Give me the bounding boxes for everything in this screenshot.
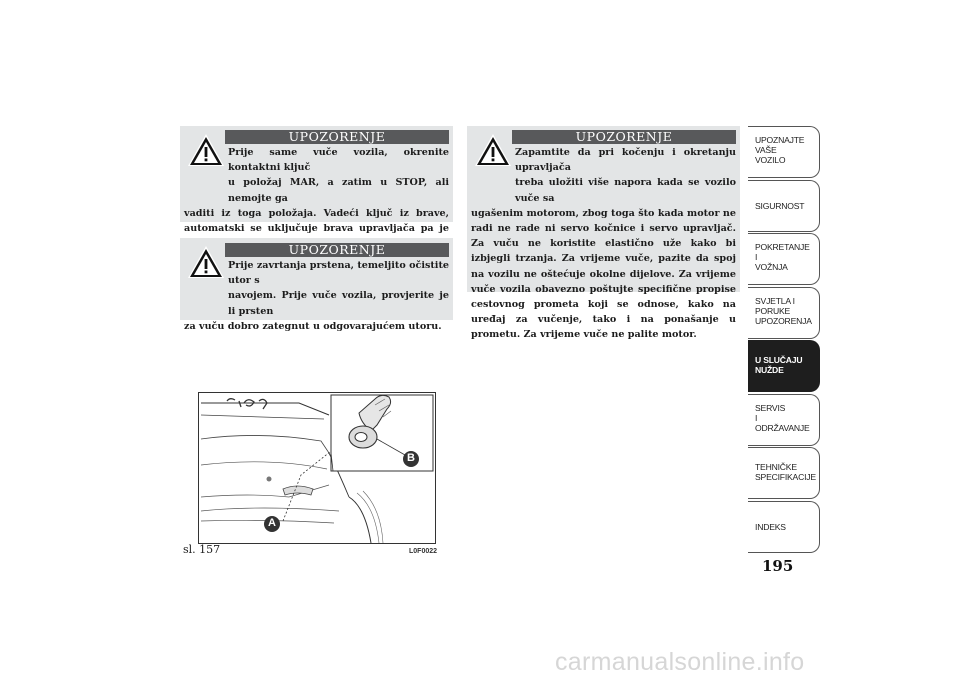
tab-servis-i-odrzavanje[interactable]: [748, 394, 820, 446]
tab-label: POKRETANJE: [755, 242, 810, 252]
warning-heading: UPOZORENJE: [225, 243, 449, 257]
watermark: carmanualsonline.info: [555, 648, 805, 676]
tab-label: SERVIS: [755, 402, 786, 413]
warning-heading: UPOZORENJE: [512, 130, 736, 144]
warning-line: u položaj MAR, a zatim u STOP, ali nemojte ga: [228, 177, 449, 204]
warning-line: za vuču dobro zategnut u odgovarajućem utoru.: [184, 320, 442, 332]
tab-label: VAŠE: [755, 145, 777, 155]
tab-label: I: [755, 412, 758, 423]
warning-text: [184, 145, 449, 251]
tab-label: SPECIFIKACIJE: [755, 472, 816, 482]
tab-indeks[interactable]: [748, 501, 820, 553]
chapter-tabs: [748, 126, 820, 554]
warning-line: Prije same vuče vozila, okrenite kontaktni ključ: [228, 147, 449, 174]
warning-heading: UPOZORENJE: [225, 130, 449, 144]
tab-label: PORUKE: [755, 305, 791, 316]
tow-hook-figure: [198, 392, 436, 544]
tab-label: U SLUČAJU: [755, 355, 803, 365]
label-a: A: [268, 517, 276, 529]
warning-line: vaditi iz toga položaja. Vadeći ključ iz brave, automatski se uključuje brava upravljača pa je: [184, 207, 449, 235]
tab-label: ODRŽAVANJE: [755, 422, 810, 433]
label-b: B: [407, 452, 415, 464]
warning-line: treba uložiti više napora kada se vozilo vuče sa: [515, 177, 736, 204]
tab-label: INDEKS: [755, 521, 786, 532]
warning-text: [471, 145, 736, 343]
warning-box: [180, 126, 453, 235]
tab-pokretanje-i-voznja[interactable]: [748, 233, 820, 285]
tab-sigurnost[interactable]: [748, 180, 820, 232]
warning-line: ugašenim motorom, zbog toga što kada motor ne radi ne rade ni servo kočnice i servo upravljač. Za vuču ne koristite elastično uže kako bi izbjegli trzanja. Za vrijeme vuče, pazite da spoj na vozilu ne oštećuje okolne dijelove. Za vrijeme vuče vozila obavezno poštujte specifične propise cestovnog prometa koji se odnose, kako na uređaj za vučenje, tako i na ponašanje u prometu. Za vrijeme vuče ne palite motor.: [471, 207, 736, 341]
tab-label: VOZILO: [755, 155, 786, 165]
tab-label: UPOZNAJTE: [755, 135, 805, 145]
tab-tehnicke-specifikacije[interactable]: [748, 447, 820, 499]
car-rear-illustration: [199, 393, 435, 543]
warning-line: navojem. Prije vuče vozila, provjerite je li prsten: [228, 290, 449, 317]
figure-code: L0F0022: [409, 548, 438, 555]
warning-box: [467, 126, 740, 341]
warning-text: [184, 258, 449, 334]
tab-upoznajte-vase-vozilo[interactable]: [748, 126, 820, 178]
tab-label: NUŽDE: [755, 365, 784, 375]
tab-label: VOŽNJA: [755, 262, 788, 272]
tab-label: TEHNIČKE: [755, 462, 797, 472]
tab-u-slucaju-nuzde[interactable]: [748, 340, 820, 392]
tab-label: SIGURNOST: [755, 200, 805, 211]
tab-label: UPOZORENJA: [755, 315, 812, 326]
warning-line: Zapamtite da pri kočenju i okretanju upravljača: [515, 147, 736, 174]
page-number: 195: [762, 557, 794, 575]
warning-line: Prije zavrtanja prstena, temeljito očistite utor s: [228, 260, 449, 287]
tab-label: SVJETLA I: [755, 295, 795, 306]
warning-box: [180, 238, 453, 332]
tab-svjetla-i-poruke-upozorenja[interactable]: [748, 287, 820, 339]
figure-caption: sl. 157: [183, 543, 221, 556]
tab-label: I: [755, 252, 758, 262]
